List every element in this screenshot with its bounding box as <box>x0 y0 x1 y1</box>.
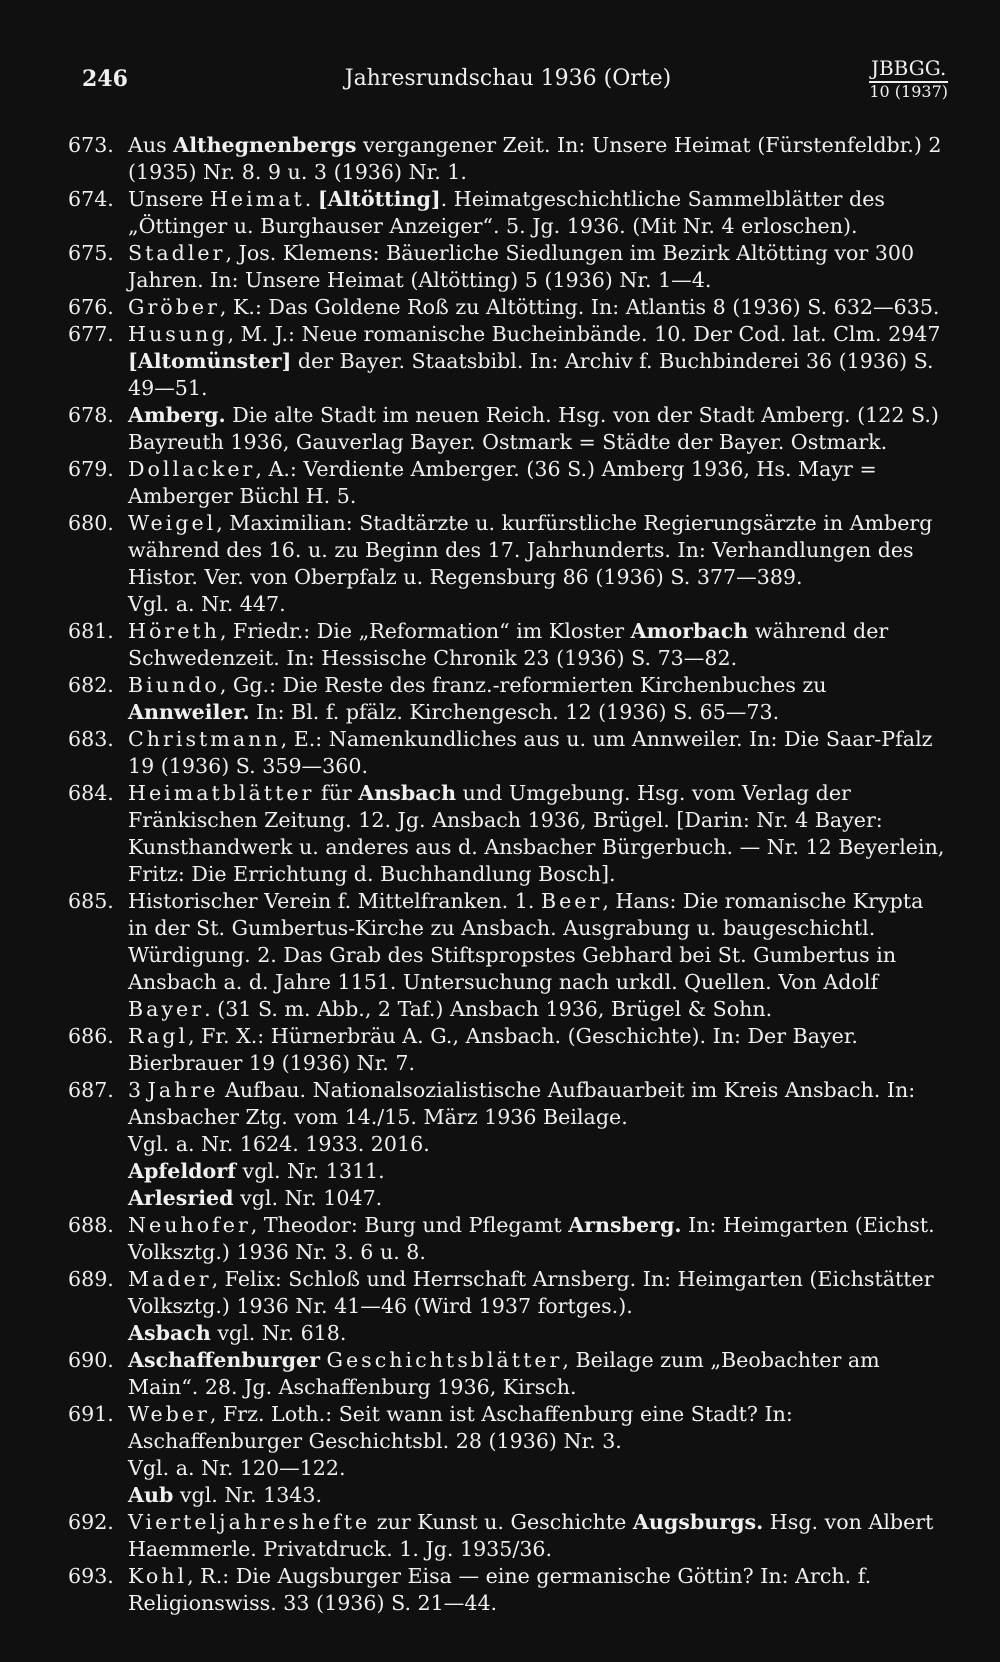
author-name: Bayer <box>128 997 205 1021</box>
entry-text: , Theodor: Burg und Pflegamt <box>250 1213 569 1237</box>
entry-number: 690. <box>68 1348 114 1372</box>
author-name: Heimatblätter <box>128 781 315 805</box>
bibliography-entry <box>68 240 948 294</box>
author-name: Gröber <box>128 295 220 319</box>
bibliography-entry <box>68 294 948 321</box>
bibliography-entry <box>68 672 948 726</box>
journal-volume: 10 (1937) <box>869 82 948 101</box>
entry-number: 673. <box>68 133 114 157</box>
bibliography-entry <box>68 618 948 672</box>
entry-text: . <box>304 187 318 211</box>
bibliography-entry <box>68 1077 948 1131</box>
entry-number: 682. <box>68 673 114 697</box>
place-heading: Aschaffenburger <box>128 1348 320 1372</box>
bibliography-entry <box>68 1401 948 1455</box>
author-name: Weber <box>128 1402 210 1426</box>
entry-number: 684. <box>68 781 114 805</box>
entry-number: 678. <box>68 403 114 427</box>
entry-text: , Frz. Loth.: Seit wann ist Aschaffenburg eine Stadt? In: Aschaffenburger Geschichtsbl. 28 (1936) Nr. 3. <box>128 1402 793 1453</box>
author-name: Ragl <box>128 1024 189 1048</box>
entry-text: für <box>314 781 359 805</box>
author-name: Heimat <box>209 187 305 211</box>
running-title: Jahresrundschau 1936 (Orte) <box>344 66 672 91</box>
bibliography-entry <box>68 1212 948 1266</box>
bibliography-entry <box>68 132 948 186</box>
entry-text: , E.: Namenkundliches aus u. um Annweiler. In: Die Saar-Pfalz 19 (1936) S. 359—360. <box>128 727 933 778</box>
bibliography-entry <box>68 726 948 780</box>
entry-number: 685. <box>68 889 114 913</box>
author-name: Christmann <box>128 727 281 751</box>
place-heading: Arlesried <box>128 1186 234 1210</box>
entry-number: 680. <box>68 511 114 535</box>
entry-text: , A.: Verdiente Amberger. (36 S.) Amberg 1936, Hs. Mayr = Amberger Büchl H. 5. <box>128 457 877 508</box>
author-name: Neuhofer <box>128 1213 251 1237</box>
entry-text: , Fr. X.: Hürnerbräu A. G., Ansbach. (Geschichte). In: Der Bayer. Bierbrauer 19 (1936) Nr. 7. <box>128 1024 858 1075</box>
place-heading: Aub <box>128 1483 174 1507</box>
entry-number: 691. <box>68 1402 114 1426</box>
bibliography-entry <box>68 456 948 510</box>
place-heading: Amberg. <box>128 403 226 427</box>
bibliography-entry <box>68 780 948 888</box>
place-heading: Amorbach <box>630 619 749 643</box>
entry-number: 683. <box>68 727 114 751</box>
entry-number: 687. <box>68 1078 114 1102</box>
entry-text: und Umgebung. Hsg. vom Verlag der Fränkischen Zeitung. 12. Jg. Ansbach 1936, Brügel. [Darin: Nr. 4 Bayer: Kunsthandwerk u. anderes aus d. Ansbacher Bürgerbuch. — Nr. 12 Beyerlein, Fritz: Die Errichtung d. Buchhandlung Bosch]. <box>128 781 945 886</box>
author-name: Dollacker <box>128 457 256 481</box>
bibliography-entry <box>68 1347 948 1401</box>
entry-number: 688. <box>68 1213 114 1237</box>
author-name: Beer <box>540 889 603 913</box>
place-heading: Arnsberg. <box>568 1213 682 1237</box>
entry-number: 676. <box>68 295 114 319</box>
entry-text: In: Heimgarten (Eichst. Volksztg.) 1936 Nr. 3. 6 u. 8. <box>128 1213 935 1264</box>
entry-text: vgl. Nr. 1343. <box>173 1483 323 1507</box>
author-name: Jahre <box>147 1078 219 1102</box>
entry-text: Die alte Stadt im neuen Reich. Hsg. von der Stadt Amberg. (122 S.) Bayreuth 1936, Gauverlag Bayer. Ostmark = Städte der Bayer. Ostmark. <box>128 403 939 454</box>
place-heading: Asbach <box>128 1321 211 1345</box>
entry-text: , R.: Die Augsburger Eisa — eine germanische Göttin? In: Arch. f. Religionswiss. 33 (1936) S. 21—44. <box>128 1564 872 1615</box>
entry-number: 693. <box>68 1564 114 1588</box>
bibliography-entry <box>68 1563 948 1617</box>
page-header <box>68 58 948 104</box>
entry-number: 681. <box>68 619 114 643</box>
author-name: Geschichtsblätter <box>326 1348 563 1372</box>
author-name: Stadler <box>128 241 226 265</box>
entry-text: , Gg.: Die Reste des franz.-reformierten Kirchenbuches zu <box>219 673 827 697</box>
entry-text: , Jos. Klemens: Bäuerliche Siedlungen im Bezirk Altötting vor 300 Jahren. In: Unsere Heimat (Altötting) 5 (1936) Nr. 1—4. <box>128 241 915 292</box>
entry-text: Aufbau. Nationalsozialistische Aufbauarbeit im Kreis Ansbach. In: Ansbacher Ztg. vom 14./15. März 1936 Beilage. <box>128 1078 916 1129</box>
see-also-line: Vgl. a. Nr. 447. <box>128 592 286 616</box>
bibliography-entry <box>68 1023 948 1077</box>
entry-text: Historischer Verein f. Mittelfranken. 1. <box>128 889 541 913</box>
see-also-line: Vgl. a. Nr. 120—122. <box>128 1456 346 1480</box>
place-heading: Althegnenbergs <box>173 133 357 157</box>
entry-text: . Heimatgeschichtliche Sammelblätter des „Öttinger u. Burghauser Anzeiger“. 5. Jg. 1936. (Mit Nr. 4 erloschen). <box>128 187 885 238</box>
bibliography-entry <box>68 1266 948 1320</box>
entry-text: 3 <box>128 1078 148 1102</box>
entry-text: Unsere <box>128 187 210 211</box>
author-name: Weigel <box>128 511 217 535</box>
entry-text: vgl. Nr. 618. <box>210 1321 347 1345</box>
entry-text: Aus <box>128 133 174 157</box>
entry-text: vgl. Nr. 1311. <box>236 1159 385 1183</box>
entry-text: während der Schwedenzeit. In: Hessische Chronik 23 (1936) S. 73—82. <box>128 619 889 670</box>
bibliography-entry <box>68 321 948 402</box>
entry-number: 689. <box>68 1267 114 1291</box>
entry-number: 679. <box>68 457 114 481</box>
entry-text: , Friedr.: Die „Reformation“ im Kloster <box>219 619 631 643</box>
place-heading: Apfeldorf <box>128 1159 237 1183</box>
see-also-line: Vgl. a. Nr. 1624. 1933. 2016. <box>128 1132 430 1156</box>
entry-number: 675. <box>68 241 114 265</box>
place-heading: Ansbach <box>358 781 457 805</box>
entry-text: der Bayer. Staatsbibl. In: Archiv f. Buchbinderei 36 (1936) S. 49—51. <box>128 349 934 400</box>
entry-number: 677. <box>68 322 114 346</box>
entry-text: , K.: Das Goldene Roß zu Altötting. In: Atlantis 8 (1936) S. 632—635. <box>219 295 940 319</box>
journal-reference <box>869 58 948 101</box>
entry-text: vgl. Nr. 1047. <box>233 1186 383 1210</box>
cross-reference <box>68 1158 948 1185</box>
author-name: Vierteljahreshefte <box>128 1510 371 1534</box>
entry-text: . (31 S. m. Abb., 2 Taf.) Ansbach 1936, Brügel & Sohn. <box>204 997 773 1021</box>
page-number: 246 <box>82 66 128 92</box>
bibliography-list <box>68 132 948 1617</box>
author-name: Biundo <box>128 673 220 697</box>
entry-text: In: Bl. f. pfälz. Kirchengesch. 12 (1936) S. 65—73. <box>249 700 780 724</box>
author-name: Husung <box>128 322 228 346</box>
entry-number: 686. <box>68 1024 114 1048</box>
entry-text: , Beilage zum „Beobachter am Main“. 28. Jg. Aschaffenburg 1936, Kirsch. <box>128 1348 880 1399</box>
place-heading: [Altomünster] <box>128 349 292 373</box>
entry-number: 674. <box>68 187 114 211</box>
entry-text: , M. J.: Neue romanische Bucheinbände. 10. Der Cod. lat. Clm. 2947 <box>227 322 941 346</box>
bibliography-entry <box>68 186 948 240</box>
bibliography-entry <box>68 510 948 591</box>
place-heading: Augsburgs. <box>632 1510 764 1534</box>
entry-text: , Maximilian: Stadtärzte u. kurfürstliche Regierungsärzte in Amberg während des 16. u. zu Beginn des 17. Jahrhunderts. In: Verhandlungen des Histor. Ver. von Oberpfalz u. Regensburg 86 (1936) S. 377—389. <box>128 511 933 589</box>
author-name: Mader <box>128 1267 212 1291</box>
author-name: Kohl <box>128 1564 188 1588</box>
entry-text: vergangener Zeit. In: Unsere Heimat (Fürstenfeldbr.) 2 (1935) Nr. 8. 9 u. 3 (1936) Nr. 1. <box>128 133 942 184</box>
entry-text: Hsg. von Albert Haemmerle. Privatdruck. 1. Jg. 1935/36. <box>128 1510 934 1561</box>
entry-text: zur Kunst u. Geschichte <box>370 1510 633 1534</box>
place-heading: Annweiler. <box>128 700 250 724</box>
entry-number: 692. <box>68 1510 114 1534</box>
bibliography-entry <box>68 402 948 456</box>
cross-reference <box>68 1482 948 1509</box>
bibliography-entry <box>68 888 948 1023</box>
author-name: Höreth <box>128 619 220 643</box>
place-heading: [Altötting] <box>317 187 441 211</box>
cross-reference <box>68 1320 948 1347</box>
entry-text: , Felix: Schloß und Herrschaft Arnsberg. In: Heimgarten (Eichstätter Volksztg.) 1936 Nr. 41—46 (Wird 1937 fortges.). <box>128 1267 934 1318</box>
bibliography-entry <box>68 1509 948 1563</box>
entry-text: , Hans: Die romanische Krypta in der St. Gumbertus-Kirche zu Ansbach. Ausgrabung u. baugeschichtl. Würdigung. 2. Das Grab des Stiftspropstes Gebhard bei St. Gumbertus in Ansbach a. d. Jahre 1151. Untersuchung nach urkdl. Quellen. Von Adolf <box>128 889 924 994</box>
journal-abbreviation: JBBGG. <box>870 56 947 80</box>
cross-reference <box>68 1185 948 1212</box>
